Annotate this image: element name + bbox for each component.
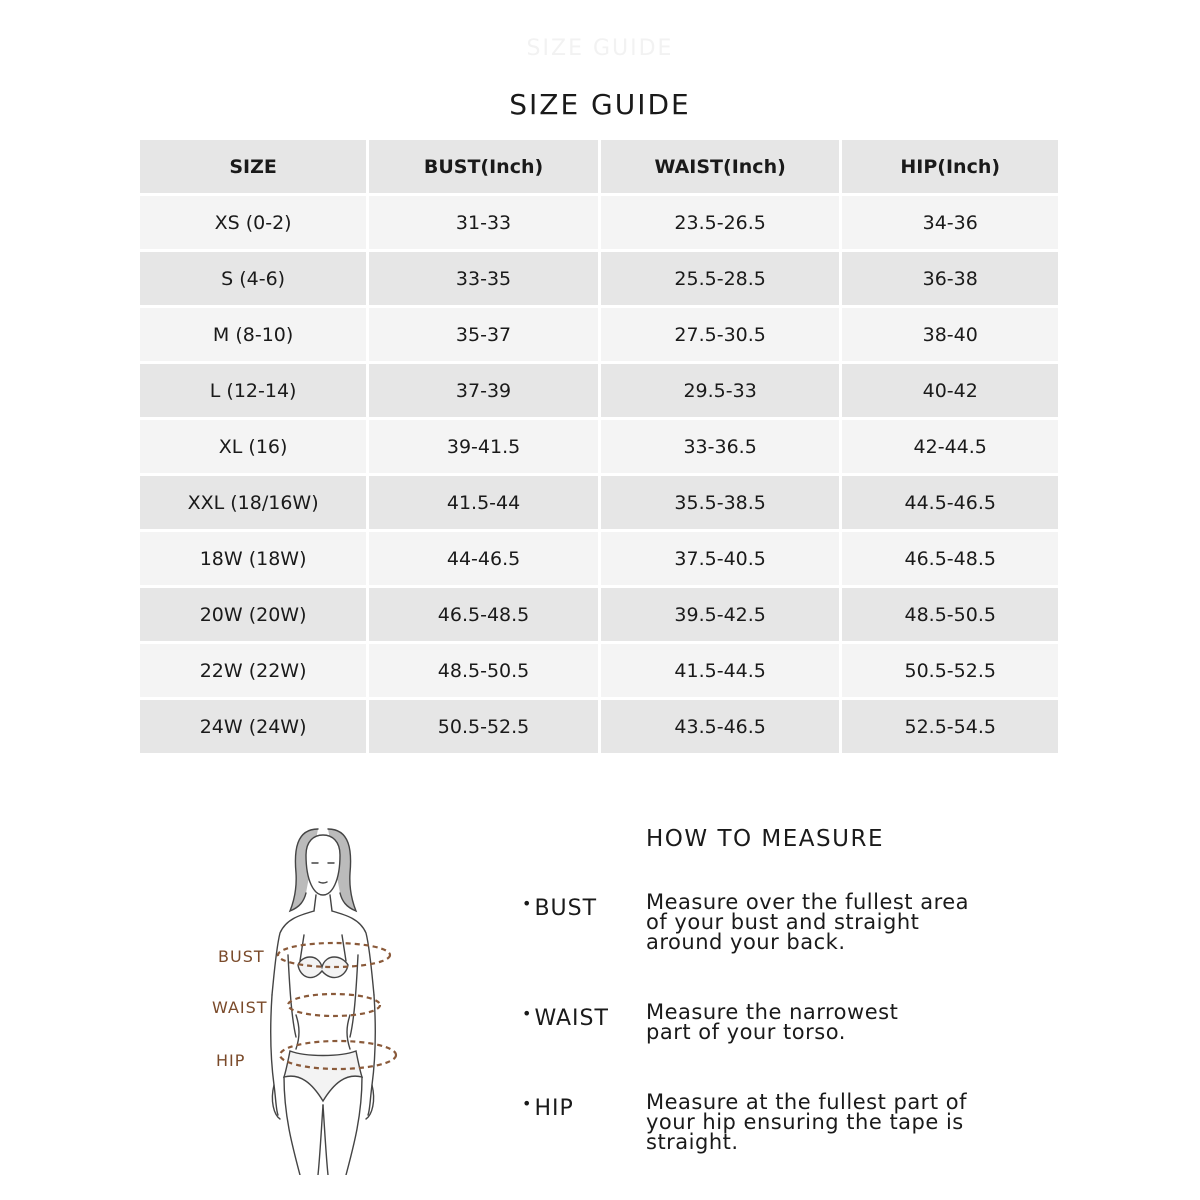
bullet-dot: • — [522, 894, 533, 913]
cell-waist: 41.5-44.5 — [601, 644, 840, 697]
table-row — [140, 252, 1058, 305]
waist-tape — [288, 994, 380, 1016]
cell-size: XXL (18/16W) — [140, 476, 366, 529]
cell-size: L (12-14) — [140, 364, 366, 417]
cell-waist: 33-36.5 — [601, 420, 840, 473]
bullet-dot: • — [522, 1094, 533, 1113]
cell-bust: 37-39 — [369, 364, 598, 417]
bullet-dot: • — [522, 1004, 533, 1023]
header-waist: WAIST(Inch) — [601, 140, 840, 193]
size-table — [137, 137, 1061, 756]
how-to-measure-title: HOW TO MEASURE — [646, 826, 884, 852]
cell-hip: 38-40 — [842, 308, 1058, 361]
figure-label-waist: WAIST — [212, 998, 268, 1017]
cell-size: S (4-6) — [140, 252, 366, 305]
table-row — [140, 532, 1058, 585]
cell-hip: 34-36 — [842, 196, 1058, 249]
figure-label-bust: BUST — [218, 947, 265, 966]
cell-hip: 52.5-54.5 — [842, 700, 1058, 753]
cell-waist: 37.5-40.5 — [601, 532, 840, 585]
cell-bust: 35-37 — [369, 308, 598, 361]
cell-size: 18W (18W) — [140, 532, 366, 585]
cell-waist: 23.5-26.5 — [601, 196, 840, 249]
cell-waist: 29.5-33 — [601, 364, 840, 417]
figure-label-hip: HIP — [216, 1051, 246, 1070]
cell-hip: 46.5-48.5 — [842, 532, 1058, 585]
faded-title: SIZE GUIDE — [526, 36, 674, 61]
cell-size: 24W (24W) — [140, 700, 366, 753]
table-row — [140, 588, 1058, 641]
cell-bust: 33-35 — [369, 252, 598, 305]
measure-desc-bust: Measure over the fullest area of your bust and straight around your back. — [646, 890, 970, 954]
cell-waist: 35.5-38.5 — [601, 476, 840, 529]
page-title: SIZE GUIDE — [509, 88, 691, 121]
table-row — [140, 364, 1058, 417]
header-hip: HIP(Inch) — [842, 140, 1058, 193]
cell-hip: 48.5-50.5 — [842, 588, 1058, 641]
table-row — [140, 700, 1058, 753]
measure-desc-waist: Measure the narrowest part of your torso. — [646, 1000, 899, 1044]
cell-hip: 36-38 — [842, 252, 1058, 305]
table-row — [140, 196, 1058, 249]
woman-figure-illustration — [200, 815, 440, 1175]
measure-term-bust: •BUST — [522, 894, 598, 921]
cell-bust: 46.5-48.5 — [369, 588, 598, 641]
cell-size: XS (0-2) — [140, 196, 366, 249]
cell-waist: 43.5-46.5 — [601, 700, 840, 753]
cell-waist: 25.5-28.5 — [601, 252, 840, 305]
cell-waist: 27.5-30.5 — [601, 308, 840, 361]
cell-hip: 40-42 — [842, 364, 1058, 417]
header-size: SIZE — [140, 140, 366, 193]
table-row — [140, 420, 1058, 473]
cell-bust: 39-41.5 — [369, 420, 598, 473]
cell-bust: 44-46.5 — [369, 532, 598, 585]
table-row — [140, 644, 1058, 697]
cell-size: M (8-10) — [140, 308, 366, 361]
cell-bust: 48.5-50.5 — [369, 644, 598, 697]
cell-bust: 31-33 — [369, 196, 598, 249]
table-row — [140, 308, 1058, 361]
cell-hip: 42-44.5 — [842, 420, 1058, 473]
cell-size: 22W (22W) — [140, 644, 366, 697]
measure-desc-hip: Measure at the fullest part of your hip ensuring the tape is straight. — [646, 1090, 967, 1154]
cell-size: XL (16) — [140, 420, 366, 473]
table-header-row — [140, 140, 1058, 193]
cell-size: 20W (20W) — [140, 588, 366, 641]
body-figure — [200, 815, 440, 1175]
measure-term-waist: •WAIST — [522, 1004, 609, 1031]
table-row — [140, 476, 1058, 529]
header-bust: BUST(Inch) — [369, 140, 598, 193]
cell-hip: 50.5-52.5 — [842, 644, 1058, 697]
cell-bust: 50.5-52.5 — [369, 700, 598, 753]
cell-bust: 41.5-44 — [369, 476, 598, 529]
measure-term-hip: •HIP — [522, 1094, 574, 1121]
cell-waist: 39.5-42.5 — [601, 588, 840, 641]
cell-hip: 44.5-46.5 — [842, 476, 1058, 529]
